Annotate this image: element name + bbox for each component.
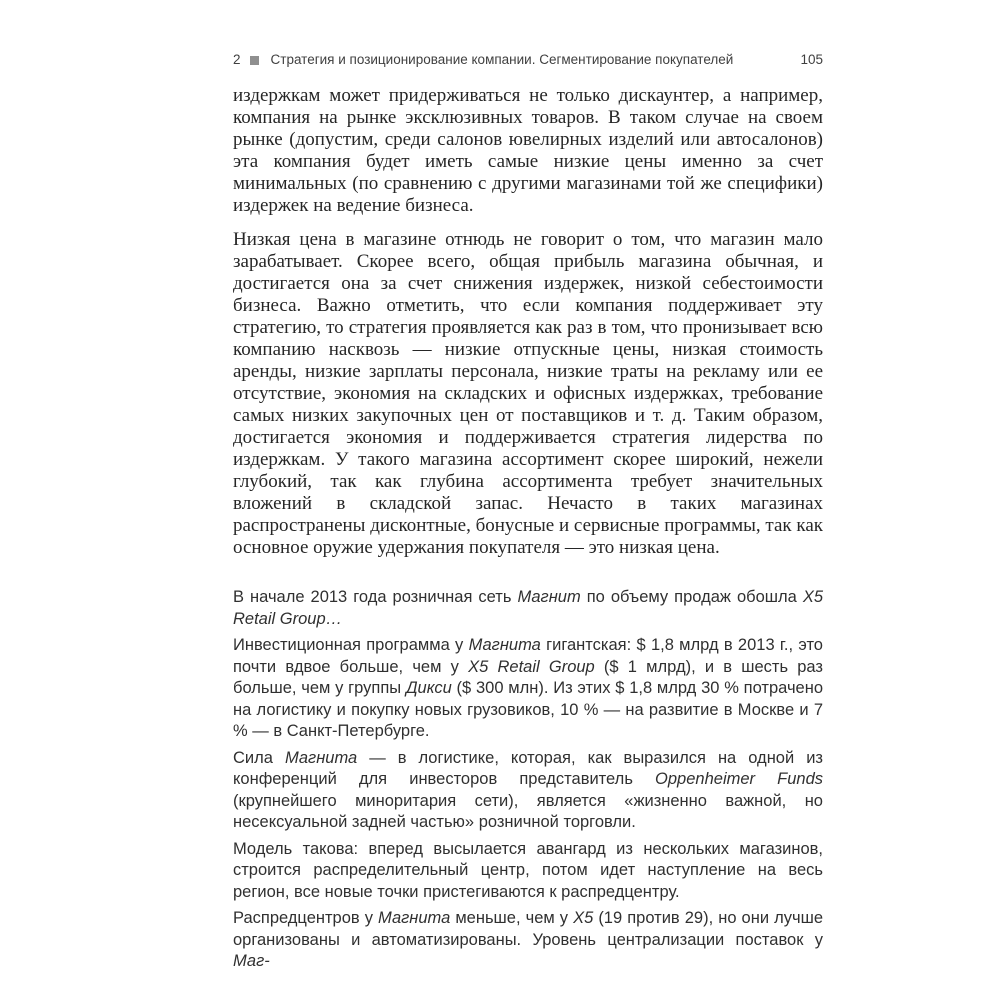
italic-run: Oppenheimer Funds <box>655 770 824 788</box>
text-run: Низкая цена в магазине отнюдь не говорит о том, что магазин мало зарабатывает. Скорее всего, общая прибыль магазина обычная, и достигается она за счет снижения издержек, низкой себестоимости бизнеса. Важно отметить, что если компания поддерживает эту стратегию, то стратегия проявляется как раз в том, что пронизывает всю компанию насквозь — низкие отпускные цены, низкая стоимость аренды, низкие зарплаты персонала, низкие траты на рекламу или ее отсутствие, экономия на складских и офисных издержках, требование самых низких закупочных цен от поставщиков и т. д. Таким образом, достигается экономия и поддерживается стратегия лидерства по издержкам. У такого магазина ассортимент скорее широкий, нежели глубокий, так как глубина ассортимента требует значительных вложений в складской запас. Нечасто в таких магазинах распространены дисконтные, бонусные и сервисные программы, так как основное оружие удержания покупателя — это низкая цена. <box>233 229 823 558</box>
text-run: Инвестиционная программа у <box>233 636 469 654</box>
text-run: (19 против 29), но они лучше организованы и автоматизированы. Уровень централизации поставок у <box>233 909 823 949</box>
example-paragraph <box>233 839 823 904</box>
italic-run: Магнита <box>378 909 451 927</box>
italic-run: Дикси <box>405 679 452 697</box>
text-run: — в логистике, которая, как выразился на одной из конференций для инвесторов представитель <box>233 748 823 788</box>
example-paragraph <box>233 635 823 743</box>
italic-run: X5 <box>573 909 594 927</box>
example-paragraph <box>233 748 823 834</box>
example-paragraph <box>233 587 823 630</box>
text-run: (крупнейшего миноритария сети), является «жизненно важной, но несексуальной задней частью» розничной торговли. <box>233 791 823 831</box>
italic-run: Маг- <box>233 952 270 970</box>
example-paragraph <box>233 908 823 973</box>
italic-run: X5 Retail Group <box>468 657 595 676</box>
main-text-block <box>233 85 823 559</box>
text-run: гигантская: $ 1,8 млрд в 2013 г., это почти вдвое больше, чем у <box>233 636 823 676</box>
text-run: ($ 300 млн). Из этих $ 1,8 млрд 30 % потрачено на логистику и покупку новых грузовиков, 10 % — на развитие в Москве и 7 % — в Санкт-Петербурге. <box>233 679 824 740</box>
body-paragraph <box>233 85 823 217</box>
italic-run: X5 Retail Group… <box>233 588 823 628</box>
chapter-number: 2 <box>233 52 241 67</box>
text-column <box>233 52 823 978</box>
body-paragraph <box>233 229 823 559</box>
case-study-block <box>233 587 823 973</box>
italic-run: Магнита <box>468 636 541 654</box>
page-header <box>233 52 823 68</box>
text-run: Модель такова: вперед высылается авангард из нескольких магазинов, строится распределительный центр, потом идет наступление на весь регион, все новые точки пристегиваются к распредцентру. <box>233 839 823 901</box>
text-run: Распредцентров у <box>233 909 379 927</box>
section-marker-icon <box>250 56 259 65</box>
italic-run: Магнита <box>284 748 358 767</box>
text-run: ($ 1 млрд), и в шесть раз больше, чем у группы <box>233 657 823 697</box>
italic-run: Магнит <box>517 588 581 606</box>
text-run: по объему продаж обошла <box>580 588 803 606</box>
running-head-title: Стратегия и позиционирование компании. Сегментирование покупателей <box>270 52 734 67</box>
text-run: меньше, чем у <box>450 909 574 927</box>
text-run: В начале 2013 года розничная сеть <box>233 588 518 606</box>
text-run: издержкам может придерживаться не только дискаунтер, а например, компания на рынке эксклюзивных товаров. В таком случае на своем рынке (допустим, среди салонов ювелирных изделий или автосалонов) эта компания будет иметь самые низкие цены именно за счет минимальных (по сравнению с другими магазинами той же специфики) издержек на ведение бизнеса. <box>233 85 823 216</box>
page-number: 105 <box>800 52 823 67</box>
text-run: Сила <box>233 748 285 767</box>
